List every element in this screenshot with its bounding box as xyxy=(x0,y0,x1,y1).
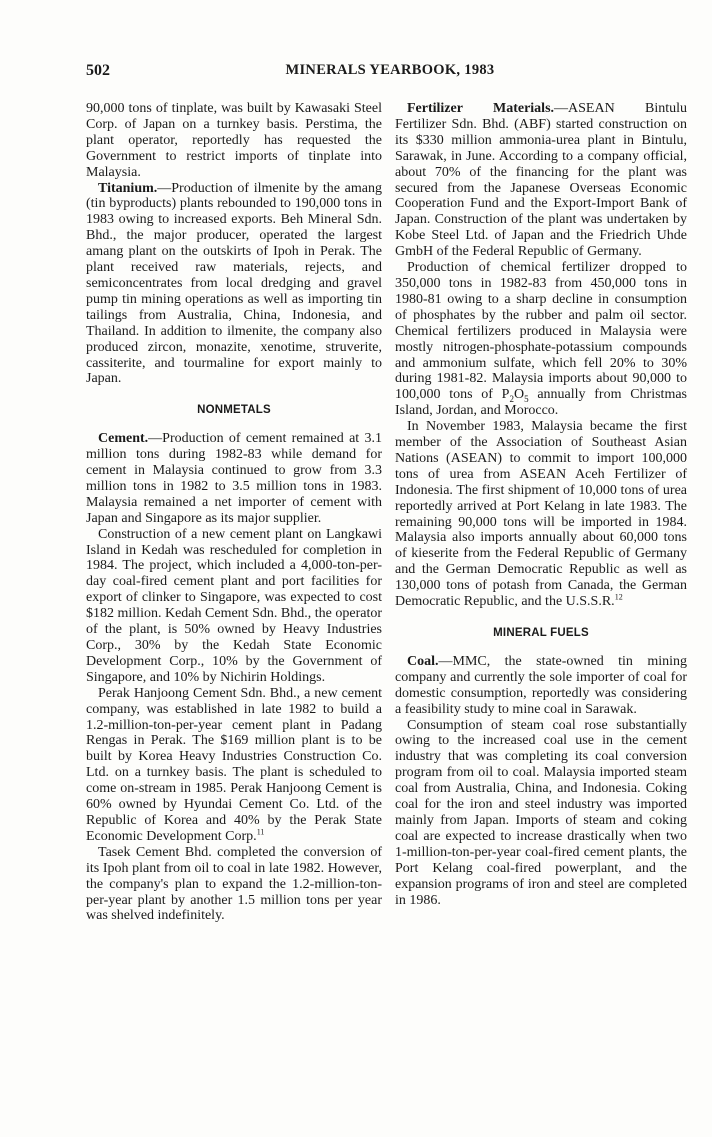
chem-text-o: O xyxy=(513,387,525,403)
subscript-5: 5 xyxy=(524,394,529,405)
paragraph-chemical-fertilizer xyxy=(395,260,687,419)
left-column xyxy=(86,101,382,924)
chem-text-b: annually from Christmas Island, Jordan, and Morocco. xyxy=(395,387,687,419)
right-column xyxy=(395,101,687,908)
paragraph-perak-hanjoong xyxy=(86,686,382,845)
running-title: MINERALS YEARBOOK, 1983 xyxy=(285,62,495,78)
run-in-heading-titanium: Titanium. xyxy=(98,180,158,196)
paragraph-langkawi: Construction of a new cement plant on Langkawi Island in Kedah was rescheduled for completion in 1984. The project, which included a 4,000-ton-per-day coal-fired cement plant and port facilities for export of clinker to Singapore, was expected to cost $182 million. Kedah Cement Sdn. Bhd., the operator of the plant, is 50% owned by Heavy Industries Corp., 30% by the Kedah State Economic Development Corp., 10% by the Government of Singapore, and 10% by Nichirin Holdings. xyxy=(86,526,382,685)
paragraph-coal xyxy=(395,654,687,718)
subscript-2: 2 xyxy=(509,394,514,405)
chem-text-a: Production of chemical fertilizer dropped to 350,000 tons in 1982-83 from 450,000 tons in 1980-81 owing to a sharp decline in consumption of phosphates by the rubber and palm oil sector. Chemical fertilizers produced in Malaysia were mostly nitrogen-phosphate-potassium compounds and ammonium sulfate, which fell 20% to 30% during 1981-82. Malaysia imports about 90,000 to 100,000 tons of P xyxy=(395,260,687,403)
november-text: In November 1983, Malaysia became the first member of the Association of Southeast Asian Nations (ASEAN) to commit to import 100,000 tons of urea from ASEAN Aceh Fertilizer of Indonesia. The first shipment of 10,000 tons of urea reportedly arrived at Port Kelang in late 1983. The remaining 90,000 tons will be imported in 1984. Malaysia also imports annually about 60,000 tons of kieserite from the Federal Republic of Germany and the German Democratic Republic as well as 130,000 tons of potash from Canada, the German Democratic Republic, and the U.S.S.R. xyxy=(395,419,687,610)
section-heading-nonmetals: NONMETALS xyxy=(197,404,271,417)
fertilizer-text: —ASEAN Bintulu Fertilizer Sdn. Bhd. (ABF) started construction on its $330 million ammonia-urea plant in Bintulu, Sarawak, in June. According to a company official, about 70% of the financing for the plant was secured from the Japanese Overseas Economic Cooperation Fund and the Export-Import Bank of Japan. Construction of the plant was undertaken by Kobe Steel Ltd. of Japan and the Friedrich Uhde GmbH of the Federal Republic of Germany. xyxy=(395,101,687,260)
titanium-text: —Production of ilmenite by the amang (tin byproducts) plants rebounded to 190,000 tons in 1983 owing to increased exports. Beh Mineral Sdn. Bhd., the major producer, operated the largest amang plant on the outskirts of Ipoh in Perak. The plant received raw materials, rejects, and semiconcentrates from local dredging and gravel pump tin mining operations as well as importing tin tailings from Australia, China, Indonesia, and Thailand. In addition to ilmenite, the company also produced zircon, monazite, xenotime, struverite, cassiterite, and tourmaline for export mainly to Japan. xyxy=(86,180,382,387)
section-heading-mineral-fuels: MINERAL FUELS xyxy=(493,627,589,639)
paragraph-november-1983 xyxy=(395,419,687,610)
paragraph-fertilizer xyxy=(395,101,687,260)
paragraph-titanium xyxy=(86,181,382,388)
cement-text: —Production of cement remained at 3.1 million tons during 1982-83 while demand for cement in Malaysia continued to grow from 3.3 million tons in 1982 to 3.5 million tons in 1983. Malaysia remained a net importer of cement with Japan and Singapore as its major supplier. xyxy=(86,431,382,526)
paragraph-steam-coal: Consumption of steam coal rose substantially owing to the increased coal use in the cement industry that was completing its coal conversion program from oil to coal. Malaysia imported steam coal from Australia, China, and Indonesia. Coking coal for the iron and steel industry was imported mainly from Japan. Imports of steam and coking coal are expected to increase drastically when two 1-million-ton-per-year coal-fired cement plants, the Port Kelang coal-fired powerplant, and the expansion programs of iron and steel are completed in 1986. xyxy=(395,717,687,908)
run-in-heading-fertilizer: Fertilizer Materials. xyxy=(407,101,555,116)
page-number: 502 xyxy=(86,62,110,79)
perak-text: Perak Hanjoong Cement Sdn. Bhd., a new cement company, was established in late 1982 to build a 1.2-million-ton-per-year cement plant in Padang Rengas in Perak. The $169 million plant is to be built by Korea Heavy Industries Construction Co. Ltd. on a turnkey basis. The plant is scheduled to come on-stream in 1985. Perak Hanjoong Cement is 60% owned by Hyundai Cement Co. Ltd. of the Republic of Korea and 40% by the Perak State Economic Development Corp. xyxy=(86,685,382,844)
footnote-ref-11: 11 xyxy=(256,827,265,837)
coal-text: —MMC, the state-owned tin mining company and currently the sole importer of coal for domestic consumption, reportedly was considering a feasibility study to mine coal in Sarawak. xyxy=(395,653,687,717)
page-header xyxy=(86,62,694,82)
footnote-ref-12: 12 xyxy=(614,592,623,602)
run-in-heading-coal: Coal. xyxy=(407,653,439,669)
run-in-heading-cement: Cement. xyxy=(98,431,149,447)
paragraph-tasek: Tasek Cement Bhd. completed the conversion of its Ipoh plant from oil to coal in late 1982. However, the company's plan to expand the 1.2-million-ton-per-year plant by another 1.5 million tons per year was shelved indefinitely. xyxy=(86,844,382,924)
paragraph-cement xyxy=(86,431,382,526)
paragraph-tinplate: 90,000 tons of tinplate, was built by Kawasaki Steel Corp. of Japan on a turnkey basis. Perstima, the plant operator, reportedly has requested the Government to restrict imports of tinplate into Malaysia. xyxy=(86,101,382,180)
